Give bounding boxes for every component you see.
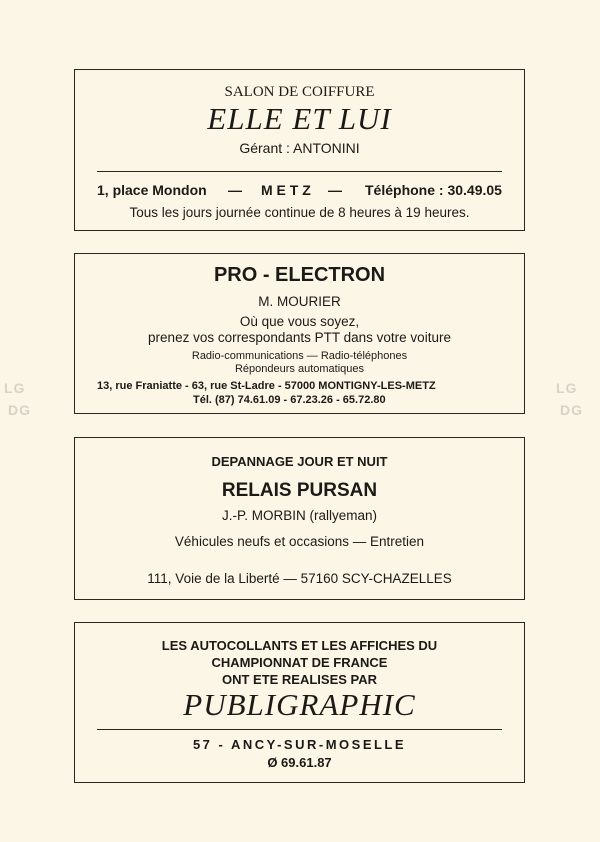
ad-publigraphic [74,622,525,783]
dash: — [328,182,342,198]
publigraphic-phone: Ø 69.61.87 [267,755,332,770]
divider [97,729,502,730]
salon-name: ELLE ET LUI [207,101,392,136]
pro-electron-tagline-2: prenez vos correspondants PTT dans votre voiture [148,330,451,345]
watermark-mark: DG [8,402,31,418]
pro-electron-name: PRO - ELECTRON [213,264,386,286]
salon-city: M E T Z [261,182,311,198]
pro-electron-phones: Tél. (87) 74.61.09 - 67.23.26 - 65.72.80 [193,394,386,406]
pro-electron-tagline-1: Où que vous soyez, [239,314,360,329]
pursan-owner: J.-P. MORBIN (rallyeman) [221,508,378,523]
pursan-heading: DEPANNAGE JOUR ET NUIT [211,454,388,469]
salon-heading: SALON DE COIFFURE [224,84,375,100]
salon-manager: Gérant : ANTONINI [239,140,360,156]
ad-elle-et-lui [74,69,525,231]
publigraphic-line-1: LES AUTOCOLLANTS ET LES AFFICHES DU [161,638,438,653]
watermark-mark: LG [4,380,26,396]
publigraphic-line-3: ONT ETE REALISES PAR [221,672,378,687]
ad-pro-electron [74,253,525,414]
pro-electron-services-2: Répondeurs automatiques [234,363,365,375]
pursan-address: 111, Voie de la Liberté — 57160 SCY-CHAZELLES [147,571,452,586]
pro-electron-owner: M. MOURIER [258,294,341,309]
ad-relais-pursan [74,437,525,600]
pro-electron-services-1: Radio-communications — Radio-téléphones [191,350,408,362]
publigraphic-name: PUBLIGRAPHIC [183,687,416,722]
pro-electron-address: 13, rue Franiatte - 63, rue St-Ladre - 57000 MONTIGNY-LES-METZ [97,380,436,392]
divider [97,171,502,172]
pursan-services: Véhicules neufs et occasions — Entretien [174,534,425,549]
salon-hours: Tous les jours journée continue de 8 heures à 19 heures. [129,205,470,220]
publigraphic-line-2: CHAMPIONNAT DE FRANCE [211,655,388,670]
publigraphic-address: 57 - ANCY-SUR-MOSELLE [192,737,407,752]
watermark-mark: DG [560,402,583,418]
pursan-name: RELAIS PURSAN [221,480,378,501]
watermark-mark: LG [556,380,578,396]
salon-phone: Téléphone : 30.49.05 [365,182,502,198]
dash: — [228,182,242,198]
salon-address: 1, place Mondon [97,182,207,198]
